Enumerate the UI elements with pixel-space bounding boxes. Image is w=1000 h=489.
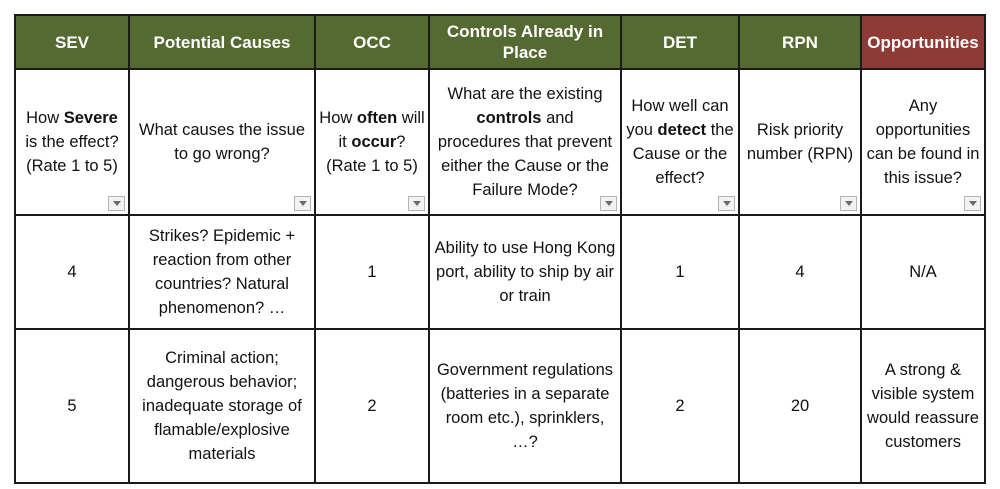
desc-sev-text-a: How [26,109,64,127]
header-row [15,15,985,69]
desc-controls[interactable] [429,69,621,215]
filter-dropdown-icon[interactable] [408,196,425,211]
header-det[interactable]: DET [621,15,739,69]
cell-det[interactable]: 2 [621,329,739,483]
filter-dropdown-icon[interactable] [294,196,311,211]
header-sev[interactable]: SEV [15,15,129,69]
desc-occ-text-a: How [319,109,357,127]
filter-dropdown-icon[interactable] [600,196,617,211]
desc-sev-bold: Severe [63,109,118,127]
filter-dropdown-icon[interactable] [840,196,857,211]
table-row [15,329,985,483]
table-row [15,215,985,329]
desc-sev[interactable] [15,69,129,215]
fmea-table [14,14,986,484]
desc-controls-text-a: What are the existing [447,85,603,103]
cell-controls[interactable]: Government regulations (batteries in a separate room etc.), sprinklers, …? [429,329,621,483]
cell-causes[interactable]: Criminal action; dangerous behavior; inadequate storage of flamable/explosive materials [129,329,315,483]
desc-controls-text-b: and procedures that prevent either the Cause or the Failure Mode? [437,109,613,199]
cell-rpn[interactable]: 4 [739,215,861,329]
desc-controls-bold: controls [476,109,542,127]
desc-det[interactable] [621,69,739,215]
cell-det[interactable]: 1 [621,215,739,329]
header-rpn[interactable]: RPN [739,15,861,69]
cell-opportunities[interactable]: N/A [861,215,985,329]
cell-occ[interactable]: 1 [315,215,429,329]
desc-det-bold: detect [657,121,707,139]
desc-causes-text: What causes the issue to go wrong? [139,121,305,163]
cell-occ[interactable]: 2 [315,329,429,483]
desc-occ-bold: often [356,109,398,127]
header-opportunities[interactable]: Opportunities [861,15,985,69]
cell-controls[interactable]: Ability to use Hong Kong port, ability to ship by air or train [429,215,621,329]
header-potential-causes[interactable]: Potential Causes [129,15,315,69]
desc-occ-text-c: ? (Rate 1 to 5) [326,133,418,175]
desc-sev-text-b: is the effect? (Rate 1 to 5) [25,133,119,175]
filter-dropdown-icon[interactable] [718,196,735,211]
desc-det-text-a: How well can you [626,97,729,139]
filter-dropdown-icon[interactable] [964,196,981,211]
fmea-table-container [14,14,986,484]
description-row [15,69,985,215]
desc-occ-bold-2: occur [351,133,397,151]
cell-sev[interactable]: 4 [15,215,129,329]
desc-rpn[interactable] [739,69,861,215]
header-occ[interactable]: OCC [315,15,429,69]
cell-causes[interactable]: Strikes? Epidemic + reaction from other countries? Natural phenomenon? … [129,215,315,329]
desc-rpn-text: Risk priority number (RPN) [746,121,854,163]
desc-opportunities[interactable] [861,69,985,215]
cell-opportunities[interactable]: A strong & visible system would reassure customers [861,329,985,483]
desc-causes[interactable] [129,69,315,215]
desc-occ[interactable] [315,69,429,215]
desc-opportunities-text: Any opportunities can be found in this issue? [866,97,980,187]
desc-occ-text-b: will it [338,109,425,151]
filter-dropdown-icon[interactable] [108,196,125,211]
cell-rpn[interactable]: 20 [739,329,861,483]
desc-det-text-b: the Cause or the effect? [632,121,734,187]
cell-sev[interactable]: 5 [15,329,129,483]
header-controls[interactable]: Controls Already in Place [429,15,621,69]
